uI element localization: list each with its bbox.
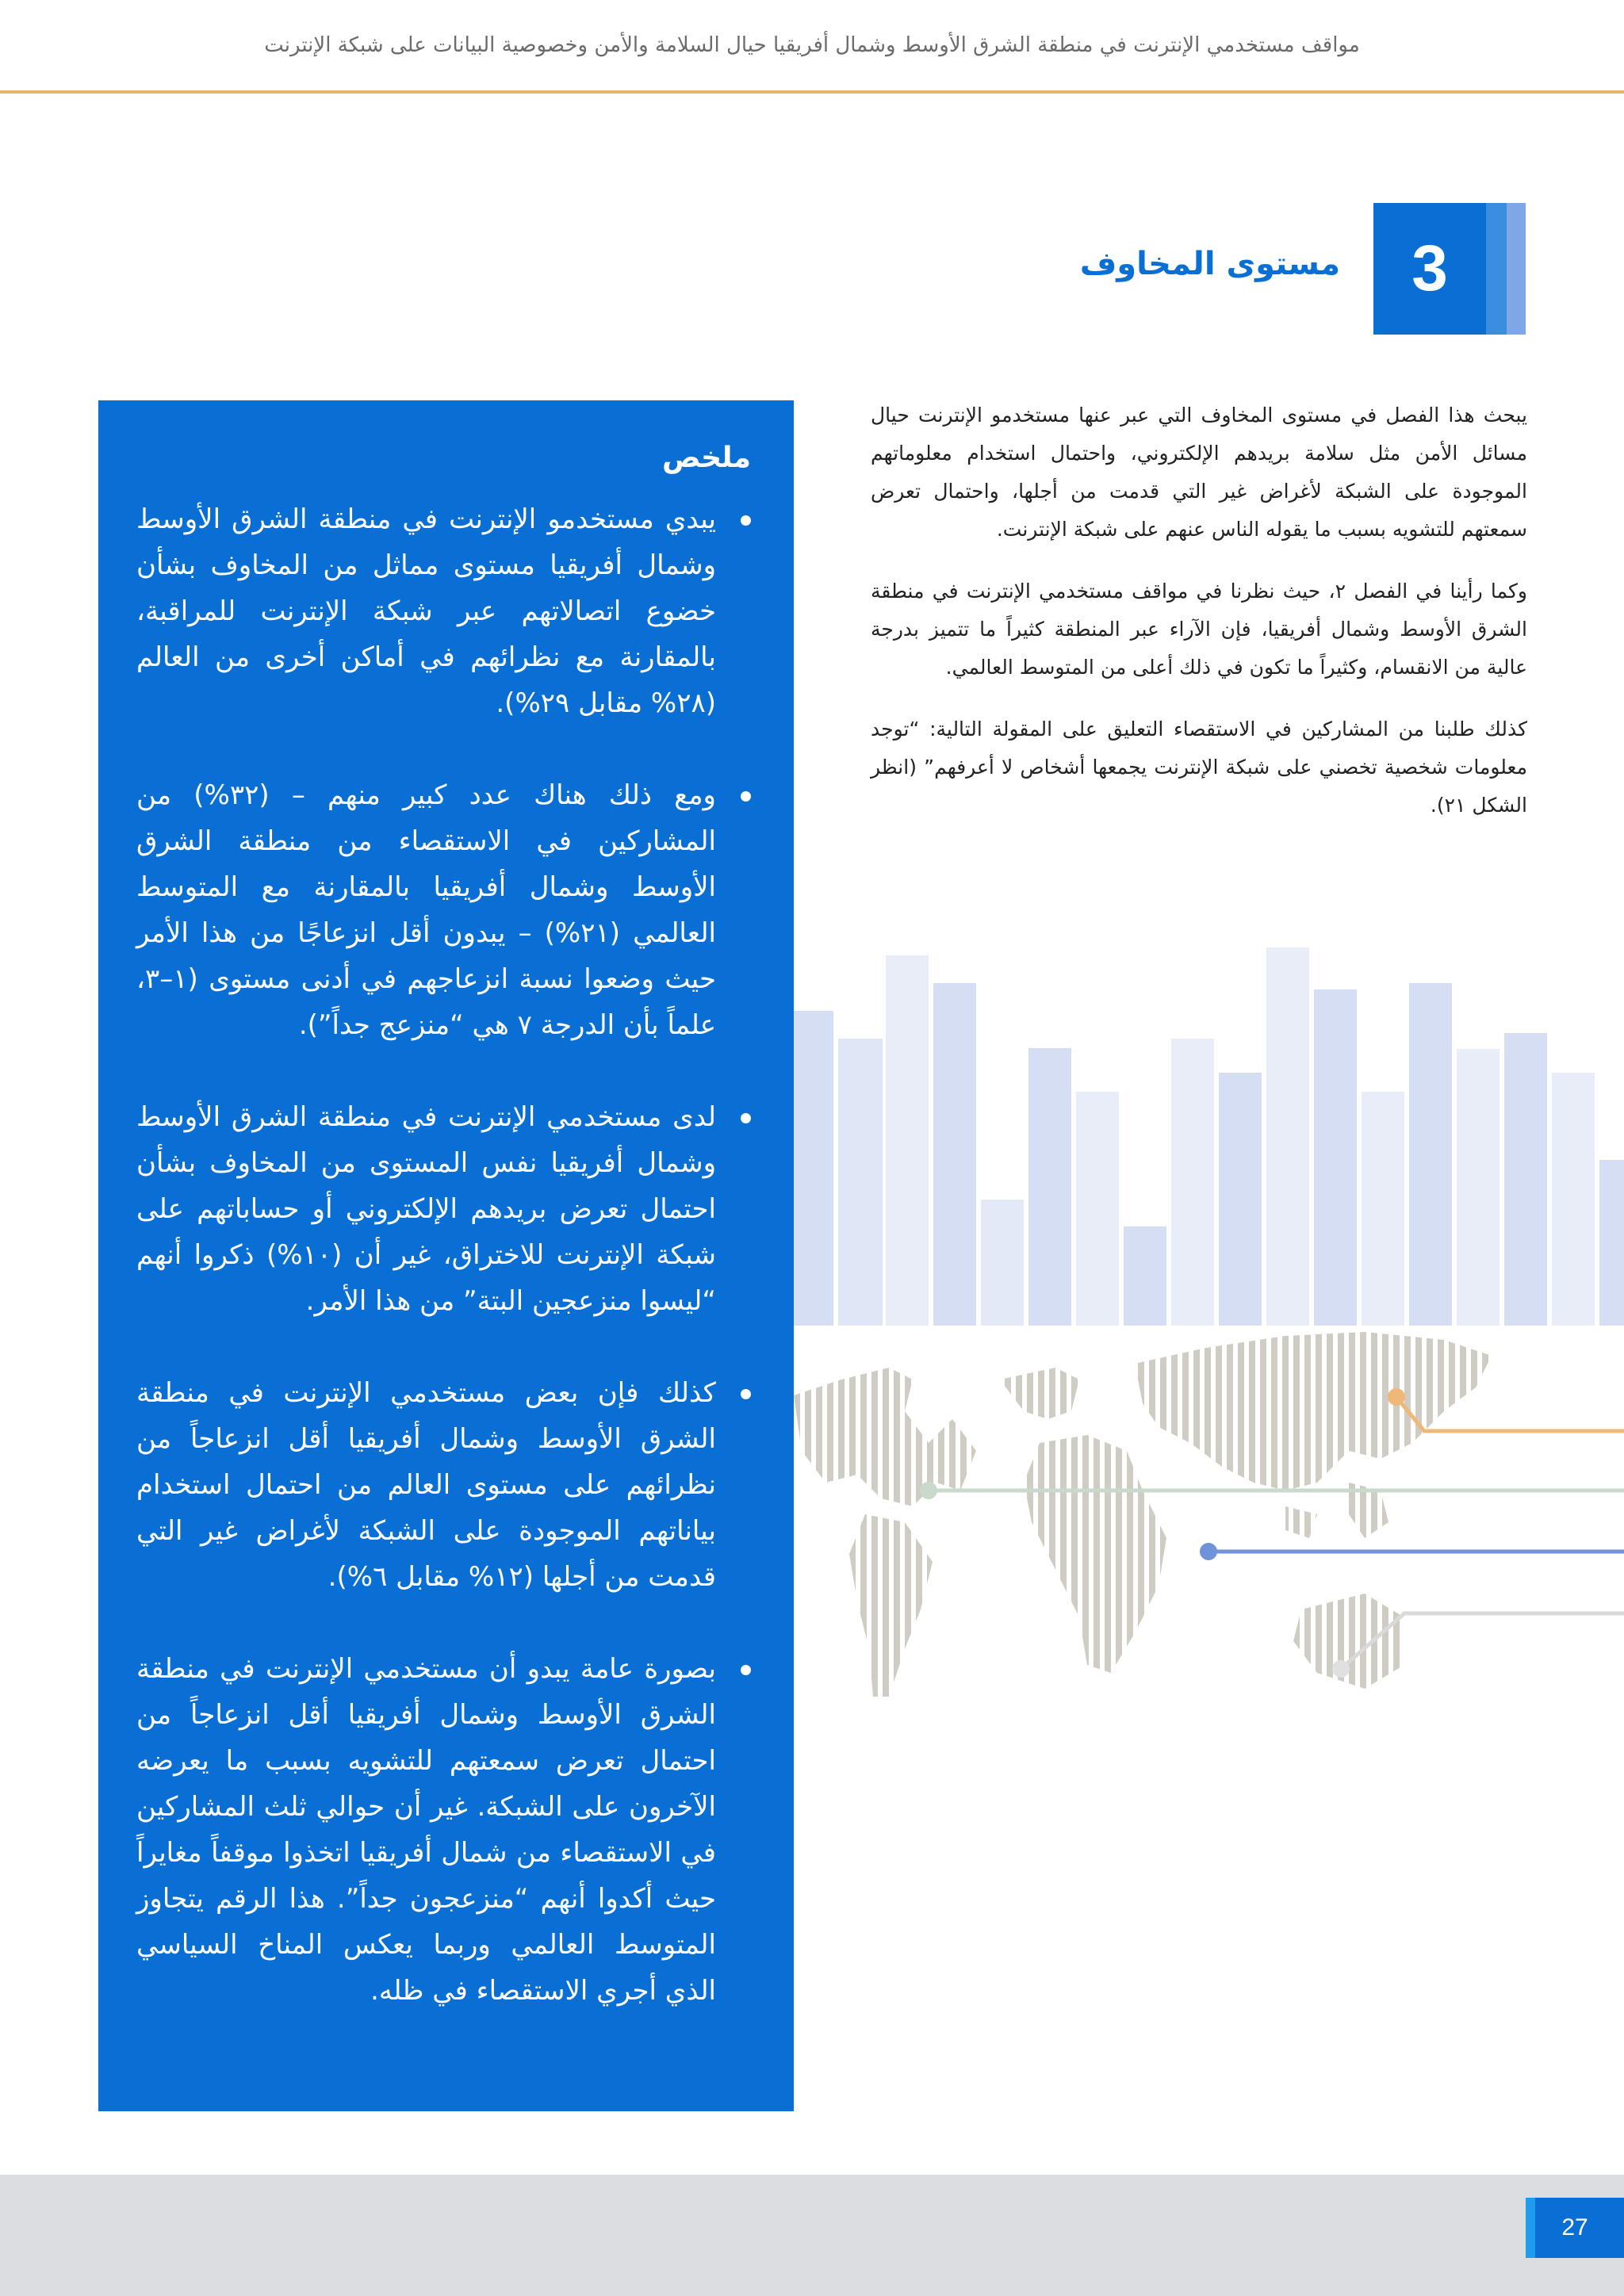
intro-paragraph: وكما رأينا في الفصل ٢، حيث نظرنا في مواقف مستخدمي الإنترنت في منطقة الشرق الأوسط وشمال أفريقيا، فإن الآراء عبر المنطقة كثيراً ما تتميز بدرجة عالية من الانقسام، وكثيراً ما تكون في ذلك أعلى من المتوسط العالمي. (871, 580, 1527, 679)
intro-text (871, 396, 1527, 848)
summary-item-text: يبدي مستخدمو الإنترنت في منطقة الشرق الأوسط وشمال أفريقيا مستوى مماثل من المخاوف بشأن خضوع اتصالاتهم عبر شبكة الإنترنت للمراقبة، بالمقارنة مع نظرائهم في أماكن أخرى من العالم (٢٨% مقابل ٢٩%). (136, 503, 716, 719)
map-marker-orange (1388, 1388, 1405, 1406)
running-header (0, 0, 1624, 94)
summary-list (136, 496, 751, 2014)
summary-item (136, 496, 751, 726)
summary-item (136, 1370, 751, 1600)
chapter-title: مستوى المخاوف (1079, 246, 1340, 282)
intro-paragraph: كذلك طلبنا من المشاركين في الاستقصاء التعليق على المقولة التالية: “توجد معلومات شخصية تخصني على شبكة الإنترنت يجمعها أشخاص لا أعرفهم” (انظر الشكل ٢١). (871, 718, 1527, 817)
decorative-bars-and-map (794, 936, 1624, 1800)
summary-title: ملخص (661, 442, 751, 474)
page-number: 27 (1526, 2198, 1624, 2258)
map-marker-green (920, 1482, 937, 1499)
summary-item (136, 1646, 751, 2014)
intro-paragraph: يبحث هذا الفصل في مستوى المخاوف التي عبر عنها مستخدمو الإنترنت حيال مسائل الأمن مثل سلامة بريدهم الإلكتروني، واحتمال استخدام معلوماتهم الموجودة على الشبكة لأغراض غير التي قدمت من أجلها، واحتمال تعرض سمعتهم للتشويه بسبب ما يقوله الناس عنهم على شبكة الإنترنت. (871, 404, 1527, 541)
summary-item (136, 772, 751, 1048)
summary-item-text: كذلك فإن بعض مستخدمي الإنترنت في منطقة الشرق الأوسط وشمال أفريقيا أقل انزعاجاً من نظرائهم على مستوى العالم من احتمال استخدام بياناتهم الموجودة على الشبكة لأغراض غير التي قدمت من أجلها (١٢% مقابل ٦%). (136, 1377, 716, 1593)
decorative-bars (794, 947, 1624, 1326)
summary-item-text: لدى مستخدمي الإنترنت في منطقة الشرق الأوسط وشمال أفريقيا نفس المستوى من المخاوف بشأن احتمال تعرض بريدهم الإلكتروني أو حساباتهم على شبكة الإنترنت للاختراق، غير أن (١٠%) ذكروا أنهم “ليسوا منزعجين البتة” من هذا الأمر. (136, 1101, 716, 1317)
page-number-accent (1526, 2198, 1535, 2258)
map-marker-grey (1332, 1660, 1350, 1678)
bullet-icon (741, 515, 751, 526)
footer-bar (0, 2175, 1624, 2296)
bullet-icon (741, 791, 751, 802)
chapter-badge-stripe-light (1507, 203, 1526, 335)
chapter-number: 3 (1411, 232, 1448, 304)
bullet-icon (741, 1665, 751, 1675)
chapter-number-badge (1373, 203, 1526, 335)
bullet-icon (741, 1389, 751, 1399)
summary-item-text: ومع ذلك هناك عدد كبير منهم – (٣٢%) من المشاركين في الاستقصاء من منطقة الشرق الأوسط وشمال أفريقيا بالمقارنة مع المتوسط العالمي (٢١%) – يبدون أقل انزعاجًا من هذا الأمر حيث وضعوا نسبة انزعاجهم في أدنى مستوى (١–٣، علماً بأن الدرجة ٧ هي “منزعج جداً”). (136, 779, 716, 1041)
bullet-icon (741, 1113, 751, 1123)
summary-item (136, 1094, 751, 1324)
summary-item-text: بصورة عامة يبدو أن مستخدمي الإنترنت في منطقة الشرق الأوسط وشمال أفريقيا أقل انزعاجاً من احتمال تعرض سمعتهم للتشويه بسبب ما يعرضه الآخرون على الشبكة. غير أن حوالي ثلث المشاركين في الاستقصاء من شمال أفريقيا اتخذوا موقفاً مغايراً حيث أكدوا أنهم “منزعجون جداً”. هذا الرقم يتجاوز المتوسط العالمي وربما يعكس المناخ السياسي الذي أجري الاستقصاء في ظله. (136, 1653, 716, 2007)
map-marker-blue (1200, 1543, 1217, 1560)
summary-box (98, 400, 794, 2111)
running-header-title: مواقف مستخدمي الإنترنت في منطقة الشرق الأوسط وشمال أفريقيا حيال السلامة والأمن وخصوصية البيانات على شبكة الإنترنت (264, 33, 1360, 57)
world-map-illustration (794, 1332, 1492, 1697)
